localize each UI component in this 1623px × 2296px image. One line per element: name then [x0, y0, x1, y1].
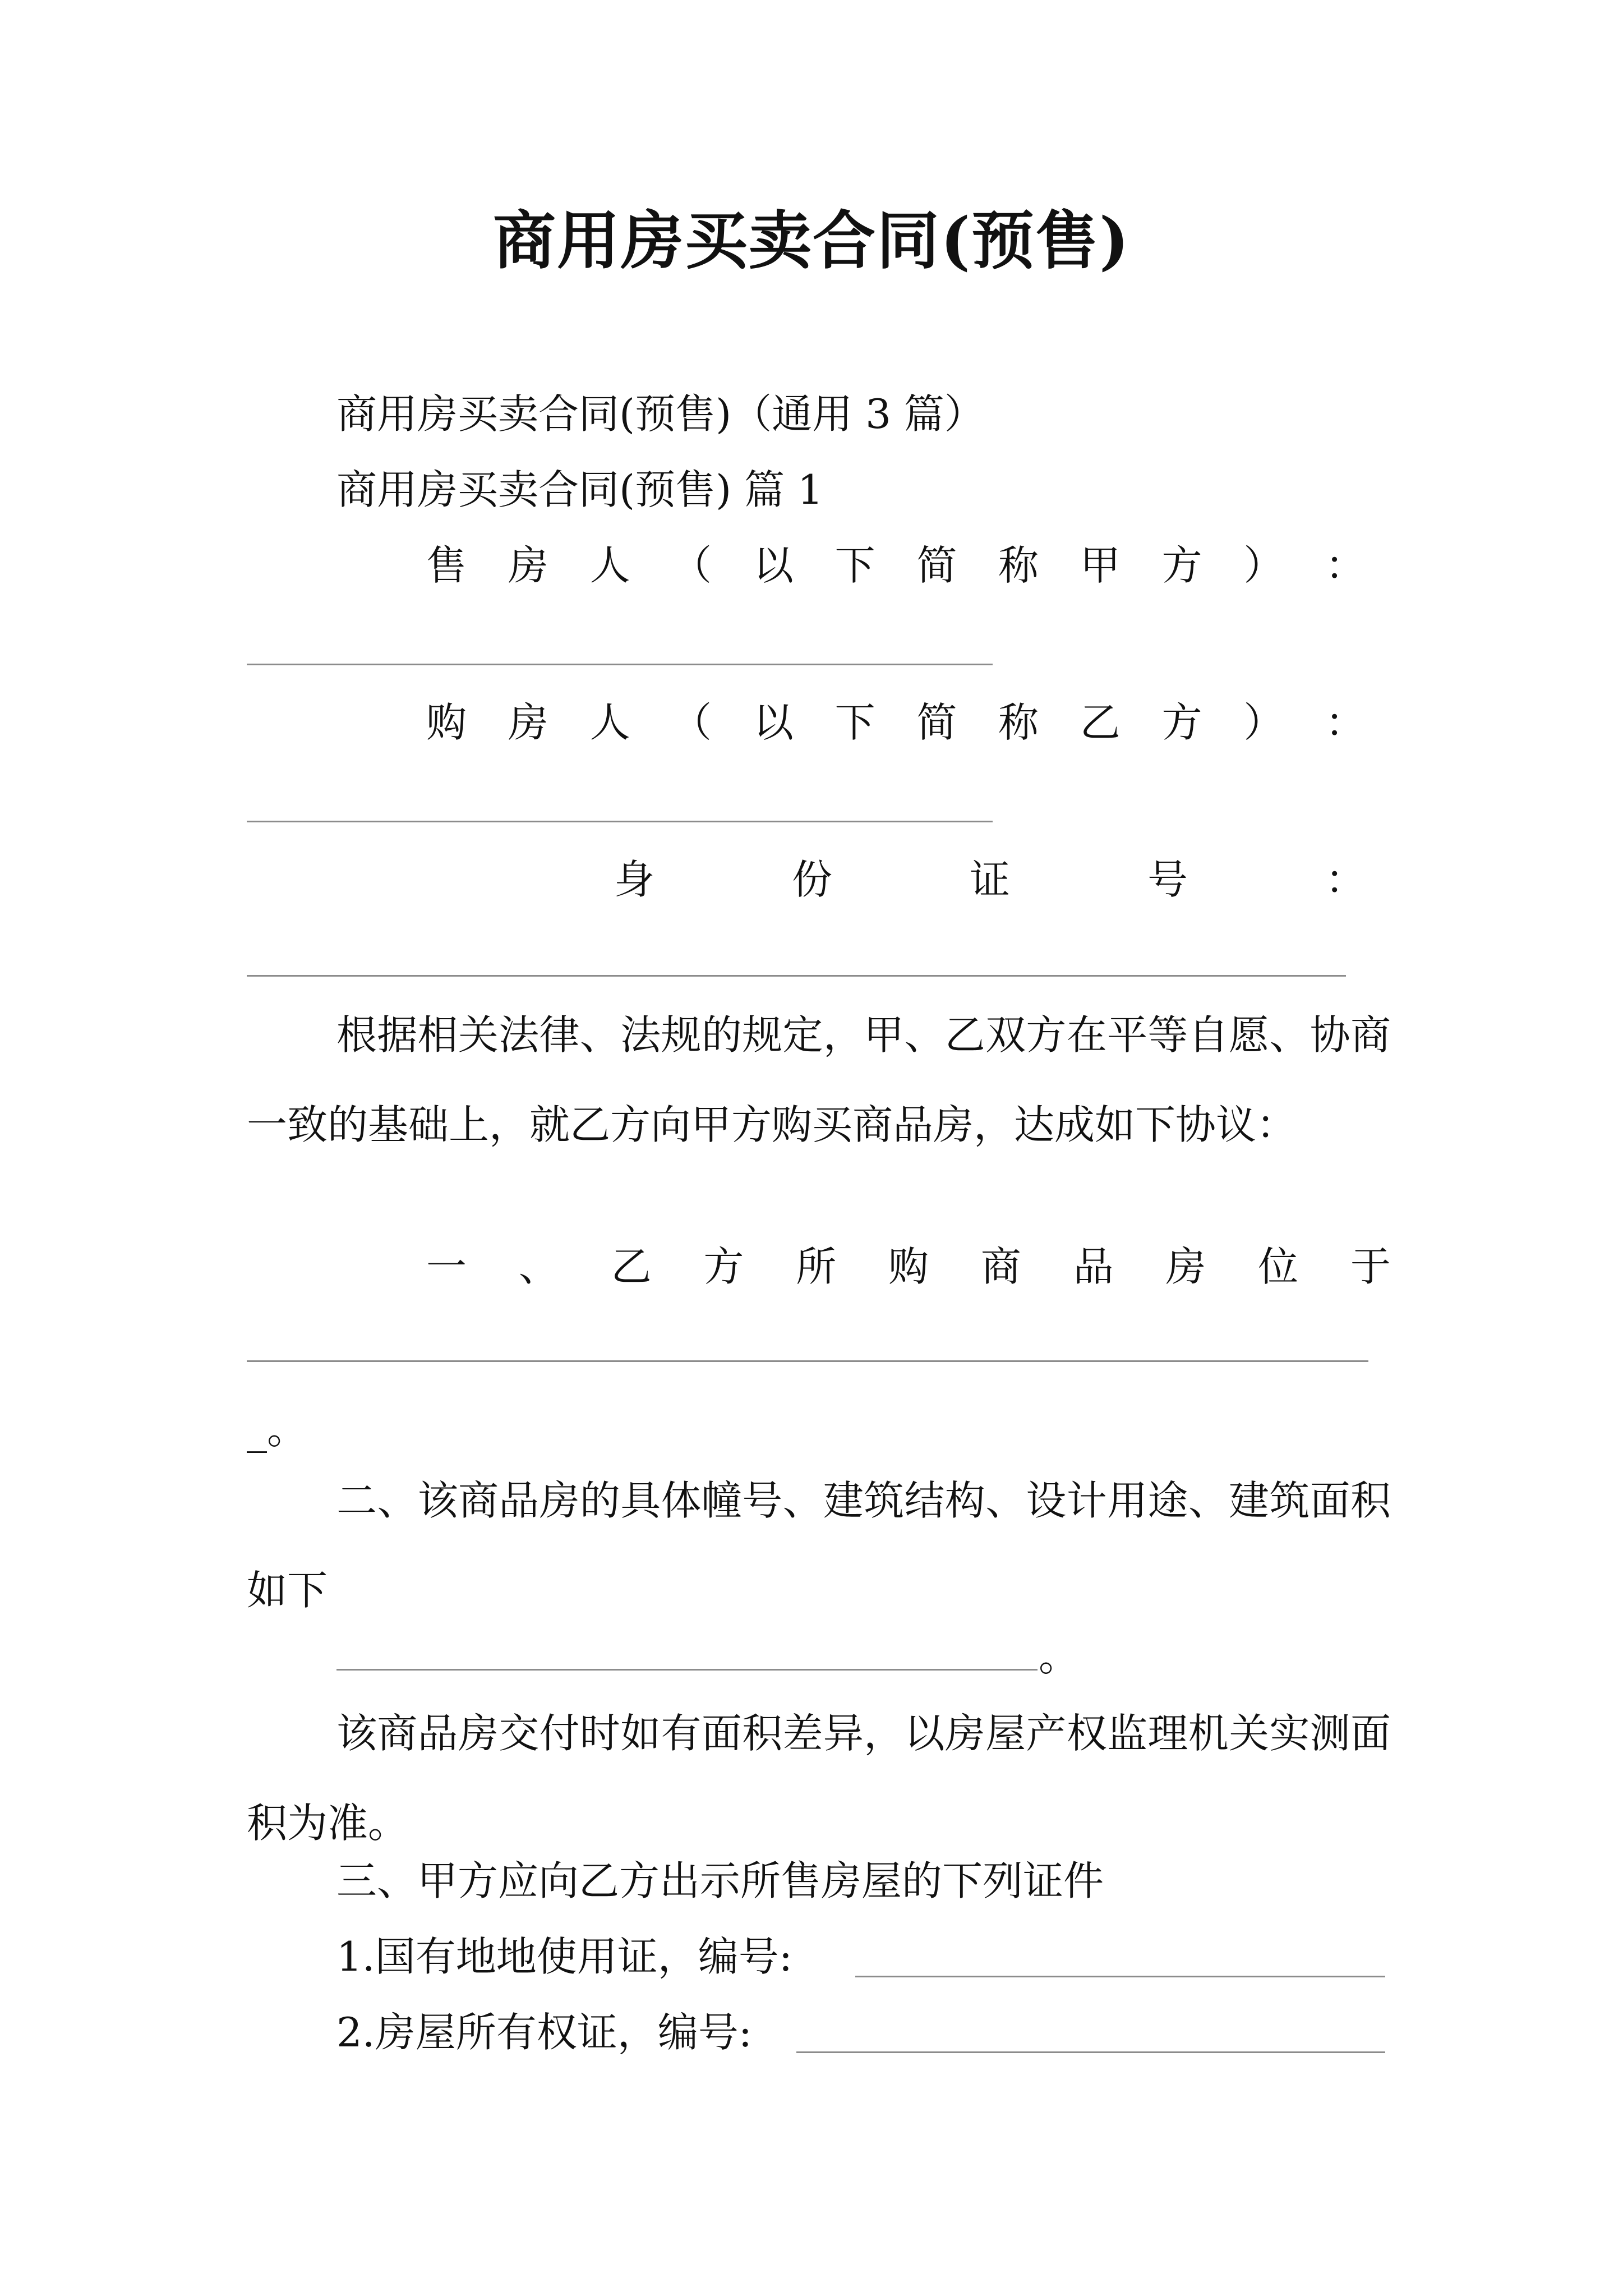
subtitle-part-1: 商用房买卖合同(预售) 篇 1 [336, 466, 823, 513]
buyer-label-char: ） [1243, 699, 1284, 746]
seller-label-char: 人 [589, 542, 630, 589]
clause-1-label-char: 购 [888, 1243, 929, 1290]
clause-2-blank [336, 1669, 1038, 1671]
clause-1-label-char: 商 [980, 1243, 1021, 1290]
clause-1-label-char: 房 [1165, 1243, 1206, 1290]
item-2-label: 2.房屋所有权证，编号: [336, 2009, 752, 2056]
clause-1-blank [247, 1360, 1368, 1362]
seller-label-char: 称 [998, 542, 1039, 589]
buyer-label-char: 乙 [1080, 699, 1121, 746]
id-number-label-char: 份 [791, 856, 832, 903]
id-number-label [614, 853, 1366, 907]
clause-1-label-char: 位 [1258, 1243, 1299, 1290]
id-number-label-char: 身 [614, 856, 655, 903]
clause-1-label-char: 方 [703, 1243, 744, 1290]
intro-paragraph: 根据相关法律、法规的规定，甲、乙双方在平等自愿、协商一致的基础上，就乙方向甲方购买商品房，达成如下协议： [247, 1011, 1391, 1148]
seller-label-char: （ [671, 542, 712, 589]
clause-1-end: _。 [247, 1406, 308, 1453]
item-1-label: 1.国有地地使用证，编号: [336, 1933, 792, 1980]
buyer-label-char: 方 [1161, 699, 1202, 746]
buyer-label-char: 简 [916, 699, 957, 746]
id-number-blank [247, 975, 1346, 977]
buyer-label-char: 房 [508, 699, 548, 746]
item-1-blank [855, 1976, 1385, 1977]
id-number-label-char: 号 [1147, 856, 1188, 903]
buyer-label [426, 696, 1366, 749]
seller-label-char: 甲 [1080, 542, 1121, 589]
seller-label [426, 539, 1366, 592]
buyer-label-char: 称 [998, 699, 1039, 746]
id-number-label-char: 证 [969, 856, 1010, 903]
id-number-label-char: ： [1325, 856, 1366, 903]
buyer-label-char: 人 [589, 699, 630, 746]
buyer-label-char: ： [1325, 699, 1366, 746]
seller-label-char: 房 [508, 542, 548, 589]
clause-1-label-char: 乙 [611, 1243, 652, 1290]
clause-1-label-char: 于 [1350, 1243, 1391, 1290]
clause-3-heading: 三、甲方应向乙方出示所售房屋的下列证件 [336, 1857, 1104, 1904]
buyer-label-char: （ [671, 699, 712, 746]
seller-label-char: 下 [834, 542, 875, 589]
clause-1-label-char: 、 [518, 1243, 559, 1290]
document-title: 商用房买卖合同(预售) [493, 204, 1130, 278]
clause-1-label [426, 1240, 1391, 1294]
seller-label-char: 以 [753, 542, 794, 589]
seller-label-char: 简 [916, 542, 957, 589]
clause-2-end: 。 [1039, 1633, 1080, 1680]
clause-2-paragraph: 二、该商品房的具体幢号、建筑结构、设计用途、建筑面积如下 [247, 1477, 1391, 1614]
buyer-blank [247, 821, 993, 822]
seller-label-char: 方 [1161, 542, 1202, 589]
area-paragraph: 该商品房交付时如有面积差异，以房屋产权监理机关实测面积为准。 [247, 1710, 1391, 1847]
buyer-label-char: 下 [834, 699, 875, 746]
buyer-label-char: 购 [426, 699, 467, 746]
buyer-label-char: 以 [753, 699, 794, 746]
seller-label-char: ： [1325, 542, 1366, 589]
clause-1-label-char: 品 [1073, 1243, 1114, 1290]
seller-label-char: ） [1243, 542, 1284, 589]
clause-1-label-char: 所 [796, 1243, 837, 1290]
item-2-blank [796, 2051, 1385, 2053]
subtitle-general: 商用房买卖合同(预售)（通用 3 篇） [336, 390, 985, 438]
seller-label-char: 售 [426, 542, 467, 589]
clause-1-label-char: 一 [426, 1243, 467, 1290]
seller-blank [247, 664, 993, 665]
